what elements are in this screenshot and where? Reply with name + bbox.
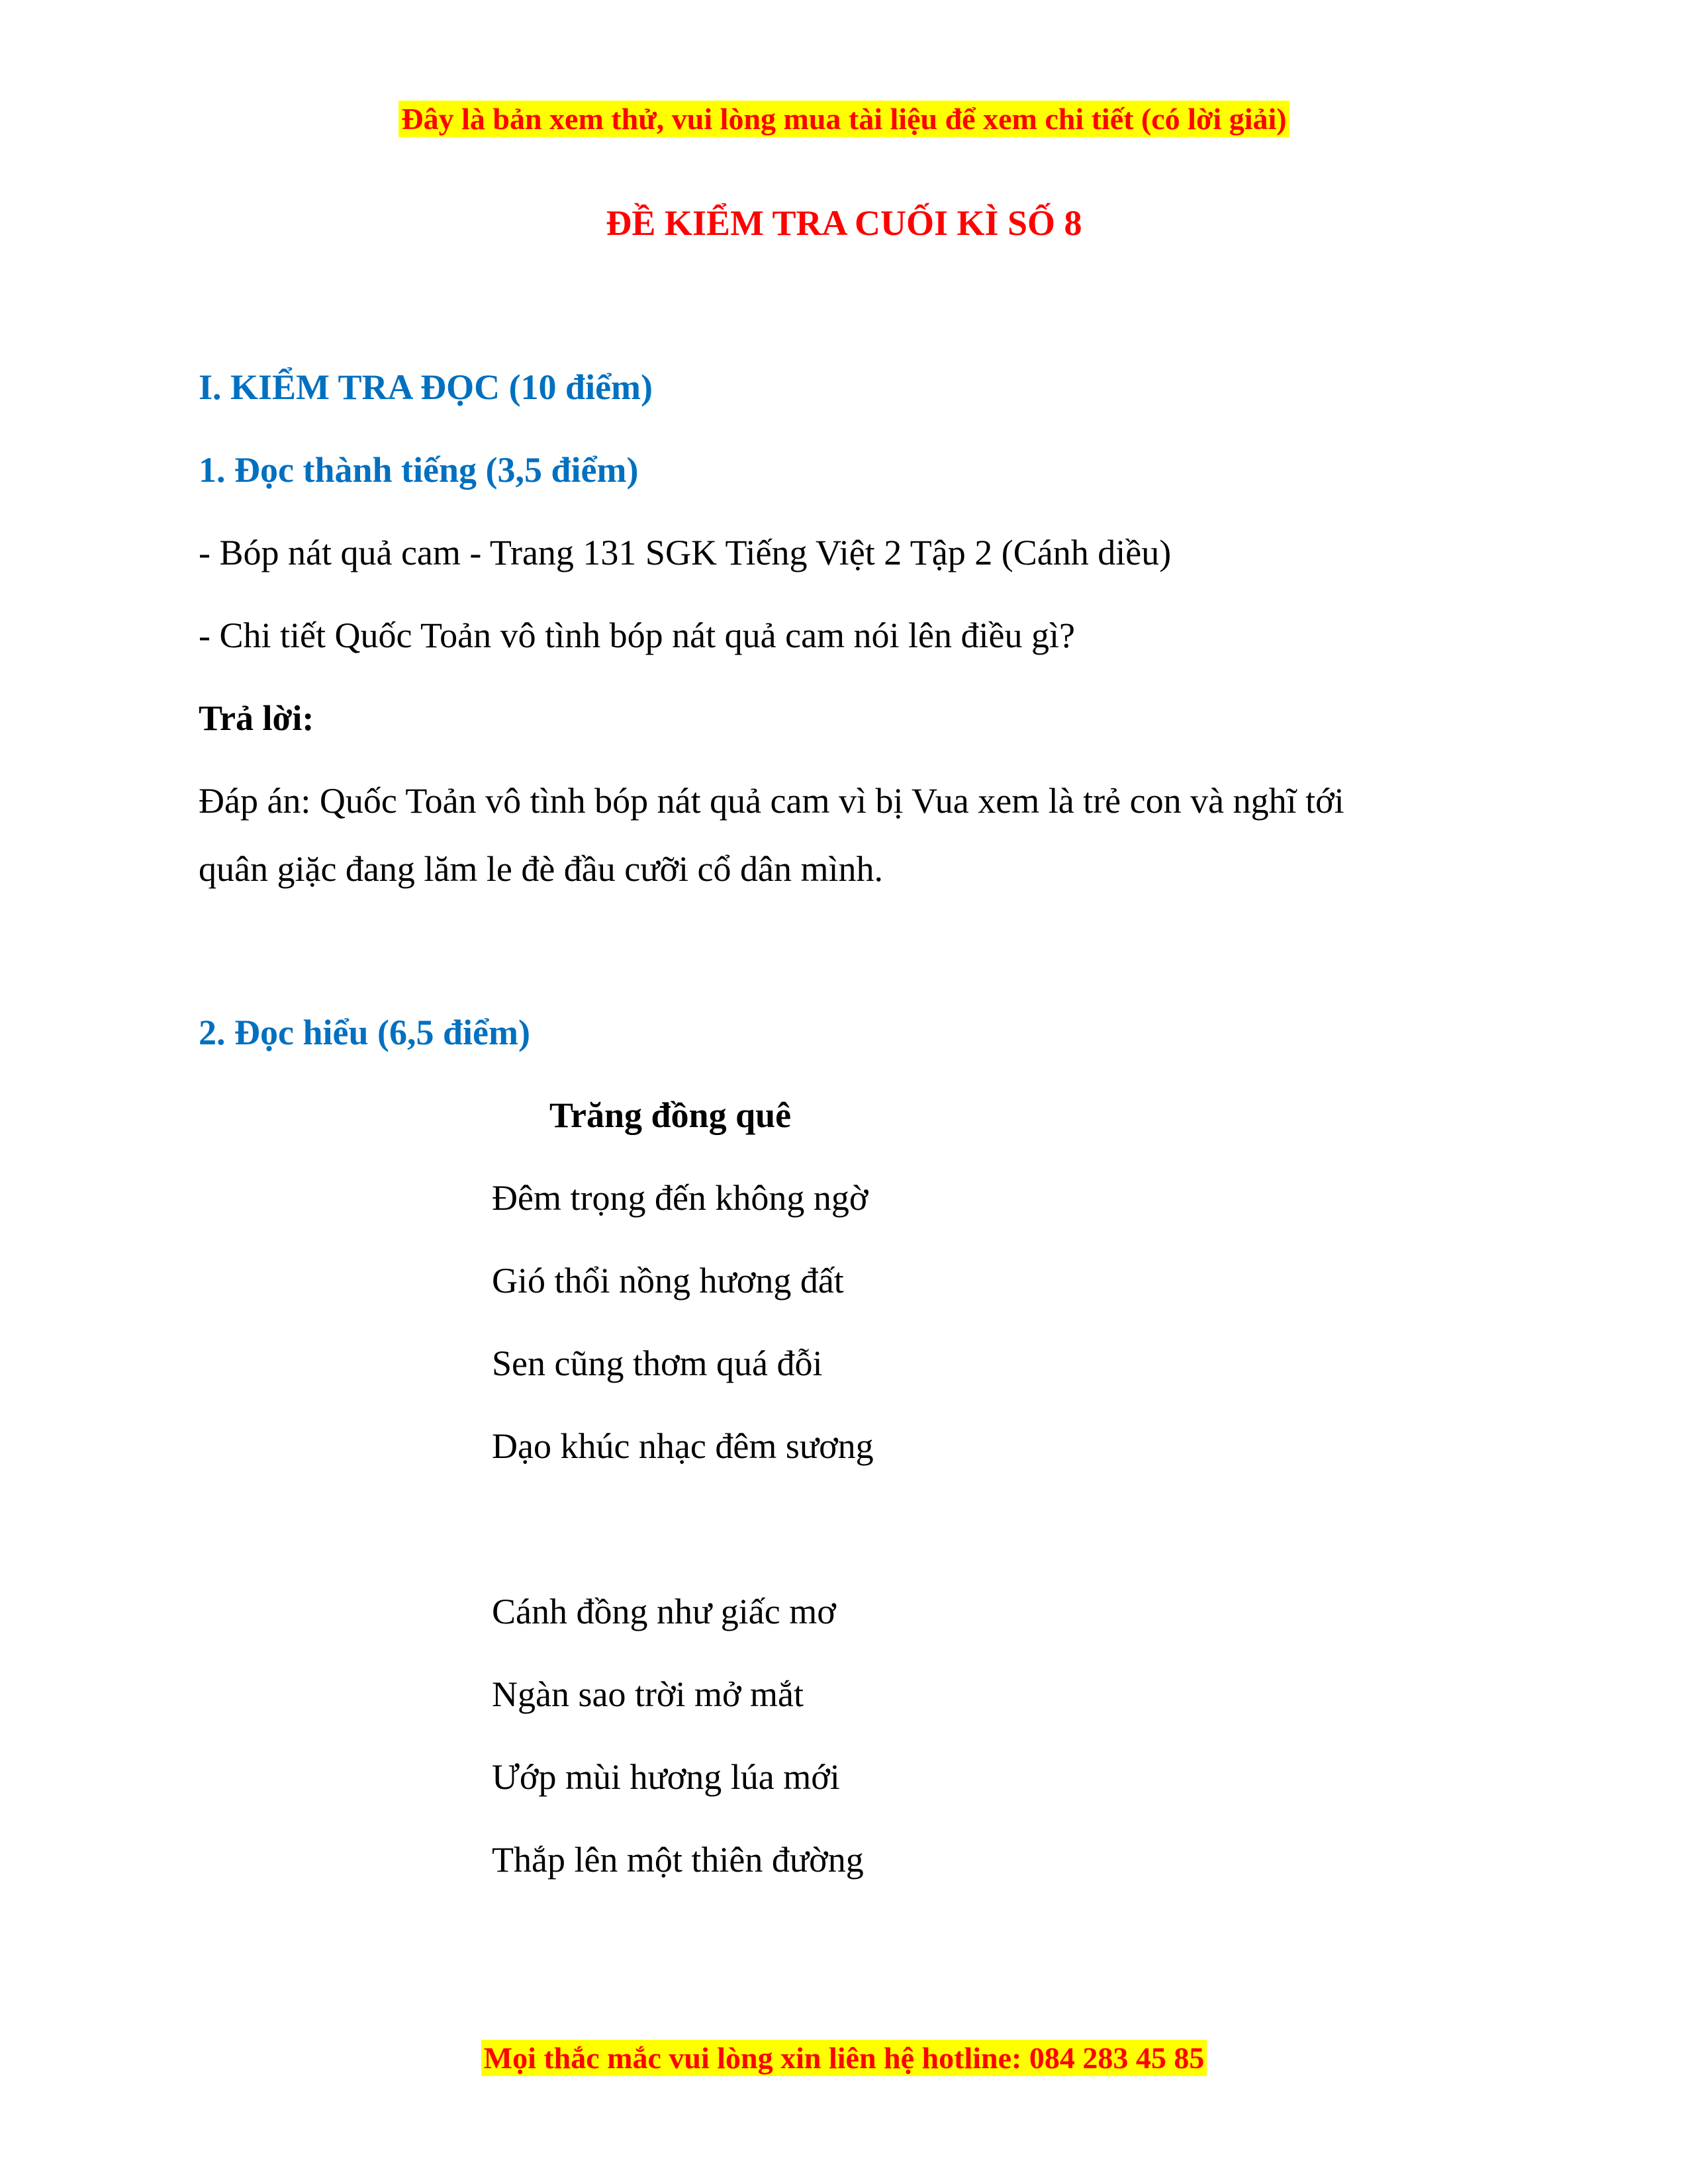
subheading-read-aloud: 1. Đọc thành tiếng (3,5 điểm) <box>199 450 639 490</box>
footer-hotline-text: Mọi thắc mắc vui lòng xin liên hệ hotline: 084 283 45 85 <box>481 2040 1207 2076</box>
answer-text-line-1: Đáp án: Quốc Toản vô tình bóp nát quả cam vì bị Vua xem là trẻ con và nghĩ tới <box>199 781 1344 821</box>
poem-line: Cánh đồng như giấc mơ <box>492 1592 836 1631</box>
document-title: ĐỀ KIỂM TRA CUỐI KÌ SỐ 8 <box>606 203 1082 243</box>
footer-hotline-banner <box>0 2038 1688 2078</box>
poem-line: Ngàn sao trời mở mắt <box>492 1674 804 1714</box>
poem-line: Gió thổi nồng hương đất <box>492 1261 844 1300</box>
answer-text-line-2: quân giặc đang lăm le đè đầu cưỡi cổ dân mình. <box>199 849 883 889</box>
reading-passage-reference: - Bóp nát quả cam - Trang 131 SGK Tiếng Việt 2 Tập 2 (Cánh diều) <box>199 533 1172 572</box>
reading-question: - Chi tiết Quốc Toản vô tình bóp nát quả cam nói lên điều gì? <box>199 615 1075 655</box>
poem-title: Trăng đồng quê <box>549 1095 792 1135</box>
preview-notice-banner <box>0 99 1688 139</box>
poem-line: Dạo khúc nhạc đêm sương <box>492 1426 874 1466</box>
poem-line: Thắp lên một thiên đường <box>492 1840 864 1880</box>
poem-line: Ướp mùi hương lúa mới <box>492 1757 840 1797</box>
poem-line: Đêm trọng đến không ngờ <box>492 1178 868 1218</box>
poem-line: Sen cũng thơm quá đỗi <box>492 1343 823 1383</box>
subheading-reading-comprehension: 2. Đọc hiểu (6,5 điểm) <box>199 1013 530 1052</box>
preview-notice-text: Đây là bản xem thử, vui lòng mua tài liệu để xem chi tiết (có lời giải) <box>399 101 1289 137</box>
section-heading-reading-test: I. KIỂM TRA ĐỌC (10 điểm) <box>199 367 653 407</box>
answer-label: Trả lời: <box>199 698 314 738</box>
